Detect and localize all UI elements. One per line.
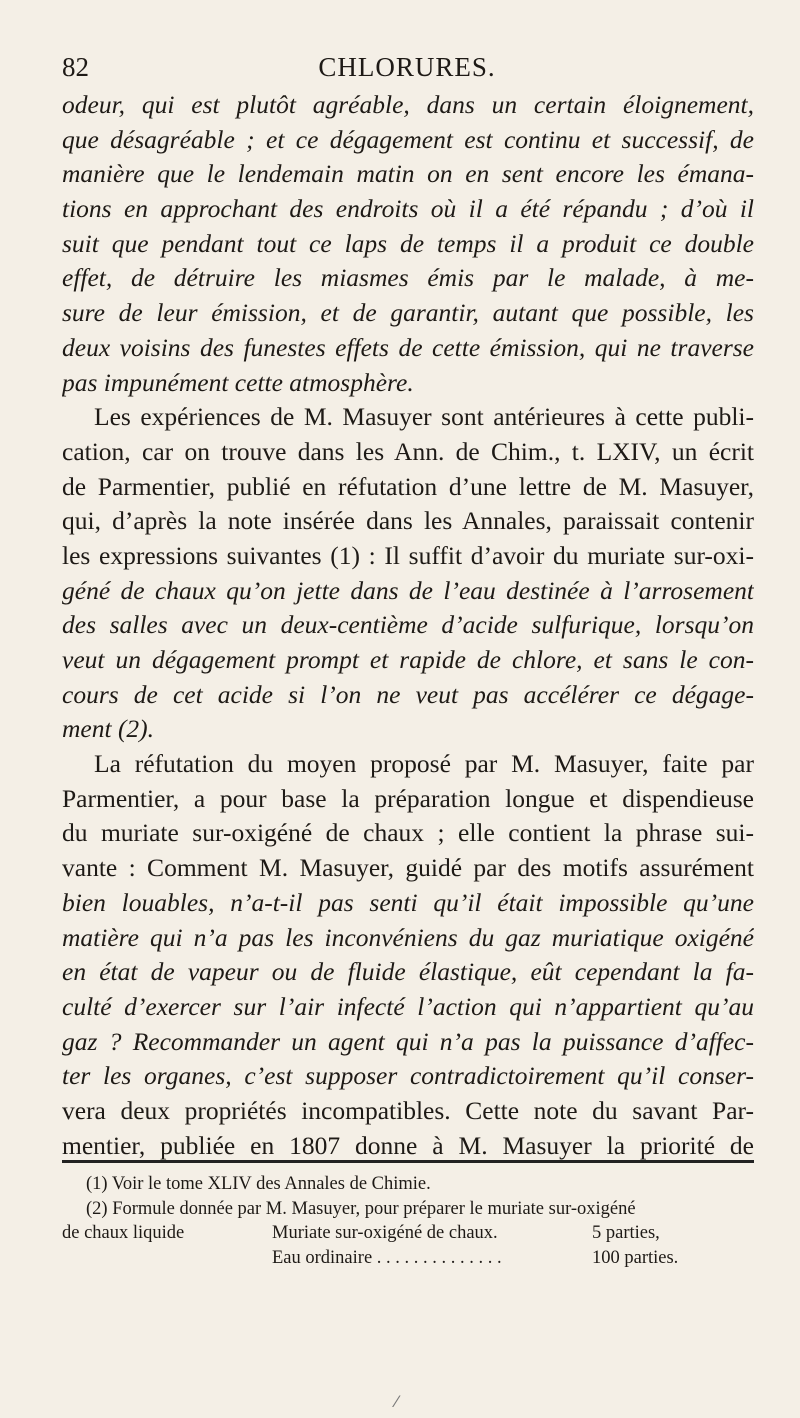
body-line: de Parmentier, publié en réfutation d’une lettre de M. Masuyer, bbox=[62, 471, 754, 501]
footnotes bbox=[62, 1172, 754, 1270]
body-line: gaz ? Recommander un agent qui n’a pas la puissance d’affec- bbox=[62, 1026, 754, 1056]
body-line: Les expériences de M. Masuyer sont antérieures à cette publi- bbox=[94, 402, 754, 432]
footnote-2-line-3 bbox=[62, 1246, 754, 1271]
body-line: les expressions suivantes (1) : Il suffit d’avoir du muriate sur-oxi- bbox=[62, 540, 754, 570]
body-line: culté d’exercer sur l’air infecté l’action qui n’appartient qu’au bbox=[62, 991, 754, 1021]
body-line: La réfutation du moyen proposé par M. Masuyer, faite par bbox=[94, 749, 754, 779]
footnote-2-ingredient-1: Muriate sur-oxigéné de chaux. bbox=[272, 1223, 498, 1243]
footnote-rule bbox=[62, 1160, 754, 1163]
footnote-2-ingredient-2: Eau ordinaire . . . . . . . . . . . . . . bbox=[272, 1247, 502, 1268]
body-line: vante : Comment M. Masuyer, guidé par des motifs assurément bbox=[62, 853, 754, 883]
body-line: tions en approchant des endroits où il a été répandu ; d’où il bbox=[62, 194, 754, 224]
body-line: manière que le lendemain matin on en sent encore les émana- bbox=[62, 159, 754, 189]
body-line: ment (2). bbox=[62, 714, 155, 744]
body-line: veut un dégagement prompt et rapide de chlore, et sans le con- bbox=[62, 645, 754, 674]
footnote-2-line-1: (2) Formule donnée par M. Masuyer, pour préparer le muriate sur-oxigéné bbox=[86, 1198, 636, 1219]
footnote-2-label: de chaux liquide bbox=[62, 1223, 185, 1243]
body-line: effet, de détruire les miasmes émis par le malade, à me- bbox=[62, 263, 754, 293]
running-head: CHLORURES. bbox=[318, 52, 496, 82]
page-number: 82 bbox=[62, 52, 89, 82]
body-line: que désagréable ; et ce dégagement est continu et successif, de bbox=[62, 124, 754, 154]
footnote-2-spacer bbox=[62, 1246, 272, 1271]
body-line: bien louables, n’a-t-il pas senti qu’il était impossible qu’une bbox=[62, 887, 754, 917]
body-line: suit que pendant tout ce laps de temps il a produit ce double bbox=[62, 228, 754, 258]
footnote-1: (1) Voir le tome XLIV des Annales de Chimie. bbox=[86, 1174, 431, 1194]
body-line: qui, d’après la note insérée dans les Annales, paraissait contenir bbox=[62, 506, 754, 536]
body-line: Parmentier, a pour base la préparation longue et dispendieuse bbox=[62, 783, 754, 813]
body-line: en état de vapeur ou de fluide élastique, eût cependant la fa- bbox=[62, 957, 754, 987]
scan-mark: ⁄ bbox=[395, 1392, 398, 1411]
body-line: matière qui n’a pas les inconvéniens du gaz muriatique oxigéné bbox=[62, 922, 754, 952]
body-line: vera deux propriétés incompatibles. Cette note du savant Par- bbox=[62, 1095, 754, 1125]
body-line: géné de chaux qu’on jette dans de l’eau destinée à l’arrosement bbox=[62, 575, 754, 605]
body-text bbox=[62, 88, 754, 1163]
body-line: cours de cet acide si l’on ne veut pas accélérer ce dégage- bbox=[62, 679, 754, 709]
body-line: pas impunément cette atmosphère. bbox=[62, 367, 414, 397]
body-line: des salles avec un deux-centième d’acide sulfurique, lorsqu’on bbox=[62, 610, 754, 640]
body-line: sure de leur émission, et de garantir, autant que possible, les bbox=[62, 298, 754, 328]
body-line: mentier, publiée en 1807 donne à M. Masuyer la priorité de bbox=[62, 1130, 754, 1160]
body-line: du muriate sur-oxigéné de chaux ; elle contient la phrase sui- bbox=[62, 818, 754, 848]
body-line: ter les organes, c’est supposer contradictoirement qu’il conser- bbox=[62, 1061, 754, 1091]
body-line: deux voisins des funestes effets de cette émission, qui ne traverse bbox=[62, 332, 754, 362]
body-line: cation, car on trouve dans les Ann. de Chim., t. LXIV, un écrit bbox=[62, 436, 754, 466]
footnote-2-quantity-1: 5 parties, bbox=[592, 1223, 660, 1243]
page-header bbox=[62, 52, 752, 92]
body-line: odeur, qui est plutôt agréable, dans un certain éloignement, bbox=[62, 90, 754, 119]
footnote-2-line-2 bbox=[62, 1221, 754, 1246]
footnote-2-quantity-2: 100 parties. bbox=[592, 1247, 679, 1268]
